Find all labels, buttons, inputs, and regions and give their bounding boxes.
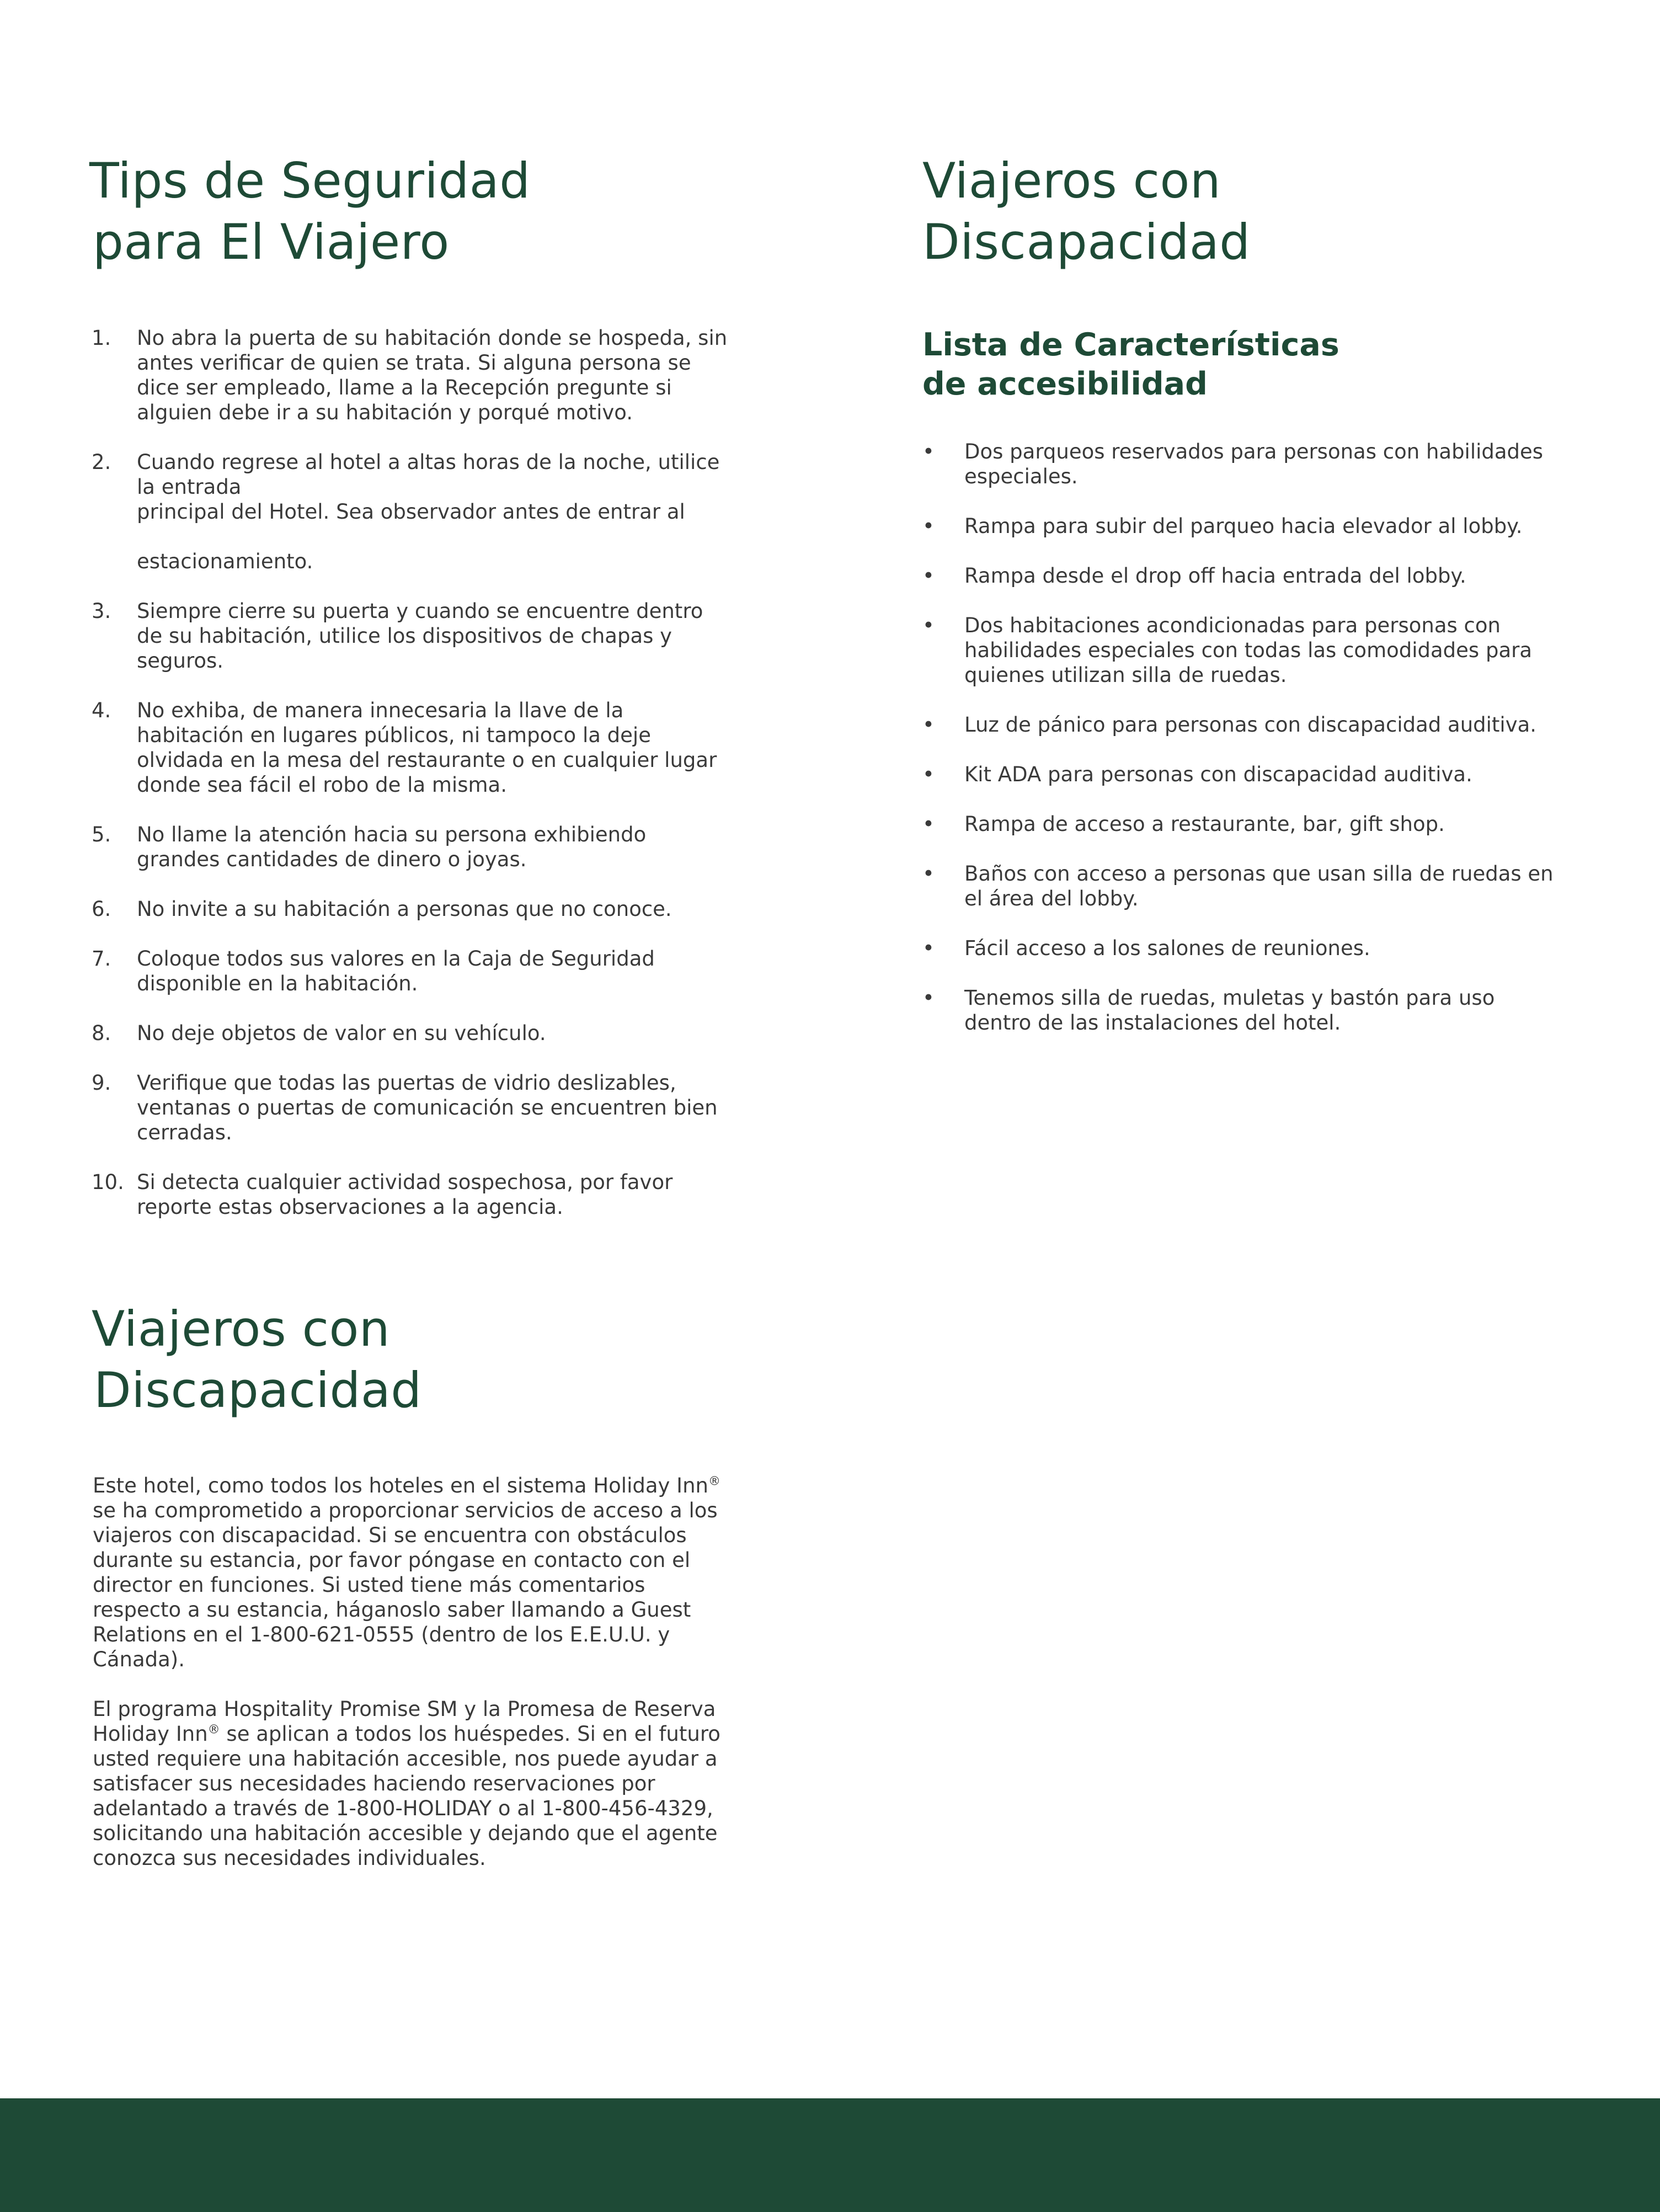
paragraph-rest (93, 1746, 744, 1870)
safety-tip-item (92, 946, 754, 996)
bullet-icon: • (922, 763, 935, 786)
item-line: Rampa para subir del parqueo hacia elevador al lobby. (964, 514, 1523, 538)
item-line: habilidades especiales con todas las comodidades para (964, 638, 1533, 662)
bullet-icon: • (922, 713, 935, 737)
item-number: 2. (92, 450, 111, 474)
item-line: Relations en el 1-800-621-0555 (dentro de los E.E.U.U. y (93, 1623, 670, 1646)
item-line: Verifique que todas las puertas de vidrio deslizables, (137, 1071, 676, 1095)
title-line: para El Viajero (93, 214, 450, 270)
item-line: Fácil acceso a los salones de reuniones. (964, 936, 1370, 960)
item-line: quienes utilizan silla de ruedas. (964, 663, 1287, 687)
title-line: Viajeros con (922, 152, 1221, 209)
safety-tip-item (92, 822, 754, 872)
item-line: habitación en lugares públicos, ni tampoco la deje (137, 723, 651, 747)
accessibility-title (922, 150, 1251, 273)
item-line: Luz de pánico para personas con discapacidad auditiva. (964, 713, 1537, 737)
bullet-icon: • (922, 564, 935, 588)
item-line: principal del Hotel. Sea observador antes de entrar al (137, 500, 685, 524)
bullet-icon: • (922, 812, 935, 836)
item-line: No deje objetos de valor en su vehículo. (137, 1021, 546, 1045)
paragraph-text: se aplican a todos los huéspedes. Si en el futuro (220, 1722, 720, 1746)
safety-tip-item (92, 1021, 754, 1046)
paragraph-text: Holiday Inn (93, 1722, 208, 1746)
item-line: olvidada en la mesa del restaurante o en cualquier lugar (137, 748, 717, 772)
accessibility-feature-item (922, 712, 1573, 737)
accessibility-feature-item (922, 439, 1573, 489)
item-number: 10. (92, 1170, 124, 1194)
item-line: Rampa de acceso a restaurante, bar, gift shop. (964, 812, 1445, 836)
safety-tip-item (92, 897, 754, 921)
item-line: Siempre cierre su puerta y cuando se encuentre dentro (137, 599, 703, 623)
item-line: durante su estancia, por favor póngase en contacto con el (93, 1548, 691, 1572)
item-line: dice ser empleado, llame a la Recepción pregunte si (137, 376, 672, 399)
accessibility-features-list (922, 439, 1573, 1060)
bullet-icon: • (922, 936, 935, 960)
title-line: Tips de Seguridad (89, 152, 531, 209)
item-line: Baños con acceso a personas que usan silla de ruedas en (964, 862, 1554, 886)
safety-tip-item (92, 1170, 754, 1219)
accessibility-feature-item (922, 613, 1573, 687)
bullet-icon: • (922, 986, 935, 1010)
item-line: respecto a su estancia, háganoslo saber llamando a Guest (93, 1598, 691, 1622)
item-line: se ha comprometido a proporcionar servicios de acceso a los (93, 1499, 718, 1522)
disability-info-body (93, 1473, 744, 1895)
paragraph-rest (93, 1498, 744, 1672)
subtitle-line: de accesibilidad (922, 366, 1208, 402)
item-line: Dos parqueos reservados para personas con habilidades (964, 440, 1544, 463)
item-line: estacionamiento. (137, 550, 313, 573)
item-line: especiales. (964, 465, 1078, 488)
paragraph-holiday-inn-commitment (93, 1473, 744, 1672)
item-number: 4. (92, 699, 111, 722)
accessibility-feature-item (922, 762, 1573, 787)
item-number: 7. (92, 947, 111, 971)
title-line: Viajeros con (92, 1300, 391, 1357)
item-line: la entrada (137, 475, 242, 499)
item-line: usted requiere una habitación accesible, nos puede ayudar a (93, 1747, 718, 1771)
safety-tips-title (89, 150, 531, 273)
item-line: cerradas. (137, 1121, 232, 1144)
item-number: 1. (92, 326, 111, 350)
item-line: Si detecta cualquier actividad sospechosa, por favor (137, 1170, 673, 1194)
subtitle-line: Lista de Características (922, 327, 1339, 363)
accessibility-feature-item (922, 812, 1573, 836)
bullet-icon: • (922, 440, 935, 463)
item-line: adelantado a través de 1-800-HOLIDAY o al 1-800-456-4329, (93, 1797, 713, 1820)
item-line: Cánada). (93, 1648, 185, 1671)
item-line: solicitando una habitación accesible y dejando que el agente (93, 1821, 718, 1845)
item-line: conozca sus necesidades individuales. (93, 1846, 486, 1870)
bullet-icon: • (922, 614, 935, 637)
item-line: No llame la atención hacia su persona exhibiendo (137, 823, 647, 846)
safety-tip-item (92, 698, 754, 797)
safety-tip-item (92, 326, 754, 425)
safety-tip-item (92, 450, 754, 574)
footer-bar (0, 2098, 1660, 2212)
item-line: grandes cantidades de dinero o joyas. (137, 848, 527, 871)
accessibility-feature-item (922, 563, 1573, 588)
accessibility-feature-item (922, 936, 1573, 961)
disability-info-title (92, 1298, 422, 1421)
registered-mark: ® (207, 1723, 220, 1737)
item-line: ventanas o puertas de comunicación se encuentren bien (137, 1096, 718, 1120)
accessibility-features-subtitle (922, 326, 1339, 404)
item-line: viajeros con discapacidad. Si se encuentra con obstáculos (93, 1523, 687, 1547)
accessibility-feature-item (922, 985, 1573, 1035)
item-number: 6. (92, 897, 111, 921)
paragraph-hospitality-promise (93, 1697, 744, 1870)
item-line: Cuando regrese al hotel a altas horas de la noche, utilice (137, 450, 720, 474)
item-line: No abra la puerta de su habitación donde se hospeda, sin (137, 326, 728, 350)
item-line: seguros. (137, 649, 224, 673)
item-line: Rampa desde el drop off hacia entrada del lobby. (964, 564, 1466, 588)
item-number: 5. (92, 823, 111, 846)
item-line: antes verificar de quien se trata. Si alguna persona se (137, 351, 691, 375)
item-number: 8. (92, 1021, 111, 1045)
safety-tips-list (92, 326, 754, 1244)
paragraph-line (93, 1473, 744, 1498)
item-line: Tenemos silla de ruedas, muletas y bastón para uso (964, 986, 1495, 1010)
registered-mark: ® (708, 1474, 720, 1489)
item-line: Coloque todos sus valores en la Caja de Seguridad (137, 947, 655, 971)
paragraph-line: El programa Hospitality Promise SM y la Promesa de Reserva (93, 1697, 716, 1721)
safety-tip-item (92, 599, 754, 673)
item-line: el área del lobby. (964, 887, 1139, 910)
item-line: director en funciones. Si usted tiene más comentarios (93, 1573, 645, 1597)
item-line: reporte estas observaciones a la agencia. (137, 1195, 563, 1219)
bullet-icon: • (922, 514, 935, 538)
item-line: dentro de las instalaciones del hotel. (964, 1011, 1341, 1035)
bullet-icon: • (922, 862, 935, 886)
item-line: Dos habitaciones acondicionadas para personas con (964, 614, 1501, 637)
item-line: No exhiba, de manera innecesaria la llave de la (137, 699, 624, 722)
title-line: Discapacidad (922, 214, 1251, 270)
accessibility-feature-item (922, 514, 1573, 539)
item-line: alguien debe ir a su habitación y porqué motivo. (137, 401, 633, 424)
item-line: de su habitación, utilice los dispositivos de chapas y (137, 624, 672, 648)
title-line: Discapacidad (94, 1362, 422, 1419)
accessibility-feature-item (922, 861, 1573, 911)
paragraph-text: Este hotel, como todos los hoteles en el sistema Holiday Inn (93, 1474, 708, 1497)
item-line: Kit ADA para personas con discapacidad auditiva. (964, 763, 1472, 786)
item-number: 3. (92, 599, 111, 623)
item-line: No invite a su habitación a personas que no conoce. (137, 897, 672, 921)
item-line: donde sea fácil el robo de la misma. (137, 773, 507, 797)
item-line: satisfacer sus necesidades haciendo reservaciones por (93, 1772, 655, 1795)
item-number: 9. (92, 1071, 111, 1095)
safety-tip-item (92, 1070, 754, 1145)
item-line: disponible en la habitación. (137, 972, 418, 995)
paragraph-line (93, 1721, 744, 1746)
